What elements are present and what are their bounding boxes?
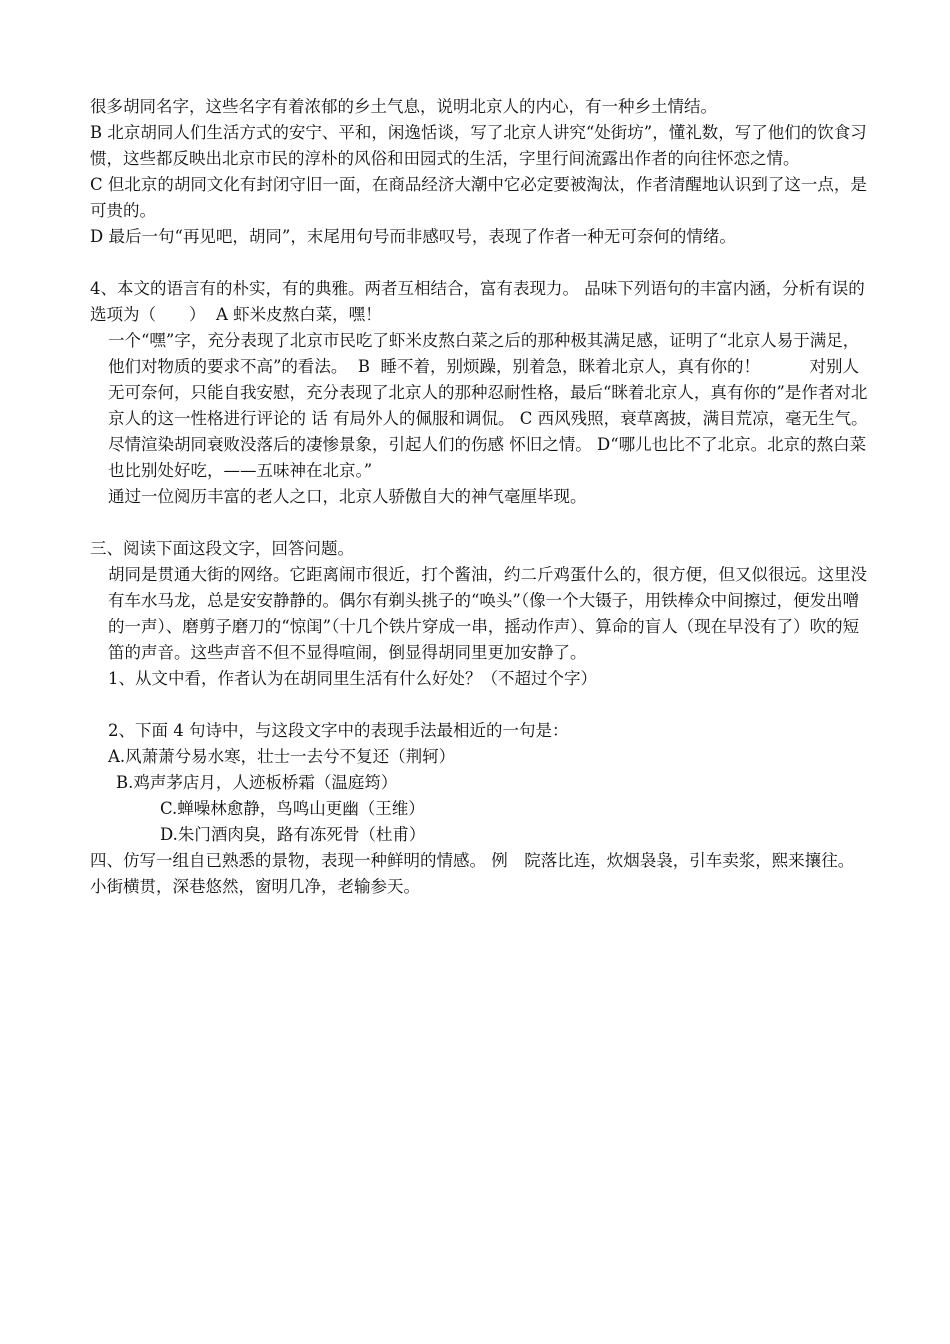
poem-option-a: A.风萧萧兮易水寒，壮士一去兮不复还（荆轲） — [108, 747, 456, 766]
poem-option-c: C.蝉噪林愈静，鸟鸣山更幽（王维） — [160, 799, 425, 818]
poem-option-b: B.鸡声茅店月，人迹板桥霜（温庭筠） — [116, 773, 398, 792]
section-3-passage: 胡同是贯通大街的网络。它距离闹市很近，打个酱油，约二斤鸡蛋什么的，很方便，但又似很远。这里没有车水马龙，总是安安静静的。偶尔有剃头挑子的“唤头”（像一个大镊子，用铁棒众中间擦过，便发出噌的一声）、磨剪子磨刀的“惊闺”（十几个铁片穿成一串，摇动作声）、算命的盲人（现在早没有了）吹的短笛的声音。这些声音不但不显得喧闹，倒显得胡同里更加安静了。 — [108, 565, 867, 662]
paragraph-intro: 很多胡同名字，这些名字有着浓郁的乡土气息，说明北京人的内心，有一种乡土情结。 — [90, 97, 717, 116]
option-b-paragraph: B 北京胡同人们生活方式的安宁、平和，闲逸恬谈，写了北京人讲究“处街坊”，懂礼数，写了他们的饮食习惯，这些都反映出北京市民的淳朴的风俗和田园式的生活，字里行间流露出作者的向往怀恋之情。 — [90, 123, 867, 168]
spacer — [90, 510, 870, 536]
document-page — [90, 94, 909, 900]
question-4-stem: 4、本文的语言有的朴实，有的典雅。两者互相结合，富有表现力。 品味下列语句的丰富内涵，分析有误的选项为（ ） A 虾米皮熬白菜，嘿！ — [90, 279, 865, 324]
question-4-options: 一个“嘿”字，充分表现了北京市民吃了虾米皮熬白菜之后的那种极其满足感，证明了“北京人易于满足，他们对物质的要求不高”的看法。 B 睡不着，别烦躁，别着急，眯着北京人，真有你的！ 对别人无可奈何，只能自我安慰，充分表现了北京人的那种忍耐性格，最后“眯着北京人，真有你的”是作者对北京人的这一性格进行评论的 话 有局外人的佩服和调侃。 C 西风残照，衰草离披，满目荒凉，毫无生气。 尽情渲染胡同衰败没落后的凄惨景象，引起人们的伤感 怀旧之情。 D“哪儿也比不了北京。北京的熬白菜也比别处好吃，——五味神在北京。” — [108, 331, 909, 480]
section-4-task: 四、仿写一组自已熟悉的景物，表现一种鲜明的情感。 例 院落比连，炊烟袅袅，引车卖浆，熙来攘往。 小街横贯，深巷悠然，窗明几净，老输参天。 — [90, 851, 863, 896]
spacer — [90, 250, 870, 276]
spacer — [90, 692, 870, 718]
question-4-closing: 通过一位阅历丰富的老人之口，北京人骄傲自大的神气毫厘毕现。 — [108, 487, 587, 506]
section-3-question-2: 2、下面 4 句诗中，与这段文字中的表现手法最相近的一句是： — [108, 721, 569, 740]
section-3-heading: 三、阅读下面这段文字，回答问题。 — [90, 539, 354, 558]
poem-option-d: D.朱门酒肉臭，路有冻死骨（杜甫） — [160, 825, 426, 844]
option-d-paragraph: D 最后一句“再见吧，胡同”，末尾用句号而非感叹号，表现了作者一种无可奈何的情绪。 — [90, 227, 736, 246]
option-c-paragraph: C 但北京的胡同文化有封闭守旧一面，在商品经济大潮中它必定要被淘汰，作者清醒地认识到了这一点，是可贵的。 — [90, 175, 867, 220]
section-3-question-1: 1、从文中看，作者认为在胡同里生活有什么好处？（不超过个字） — [108, 669, 597, 688]
